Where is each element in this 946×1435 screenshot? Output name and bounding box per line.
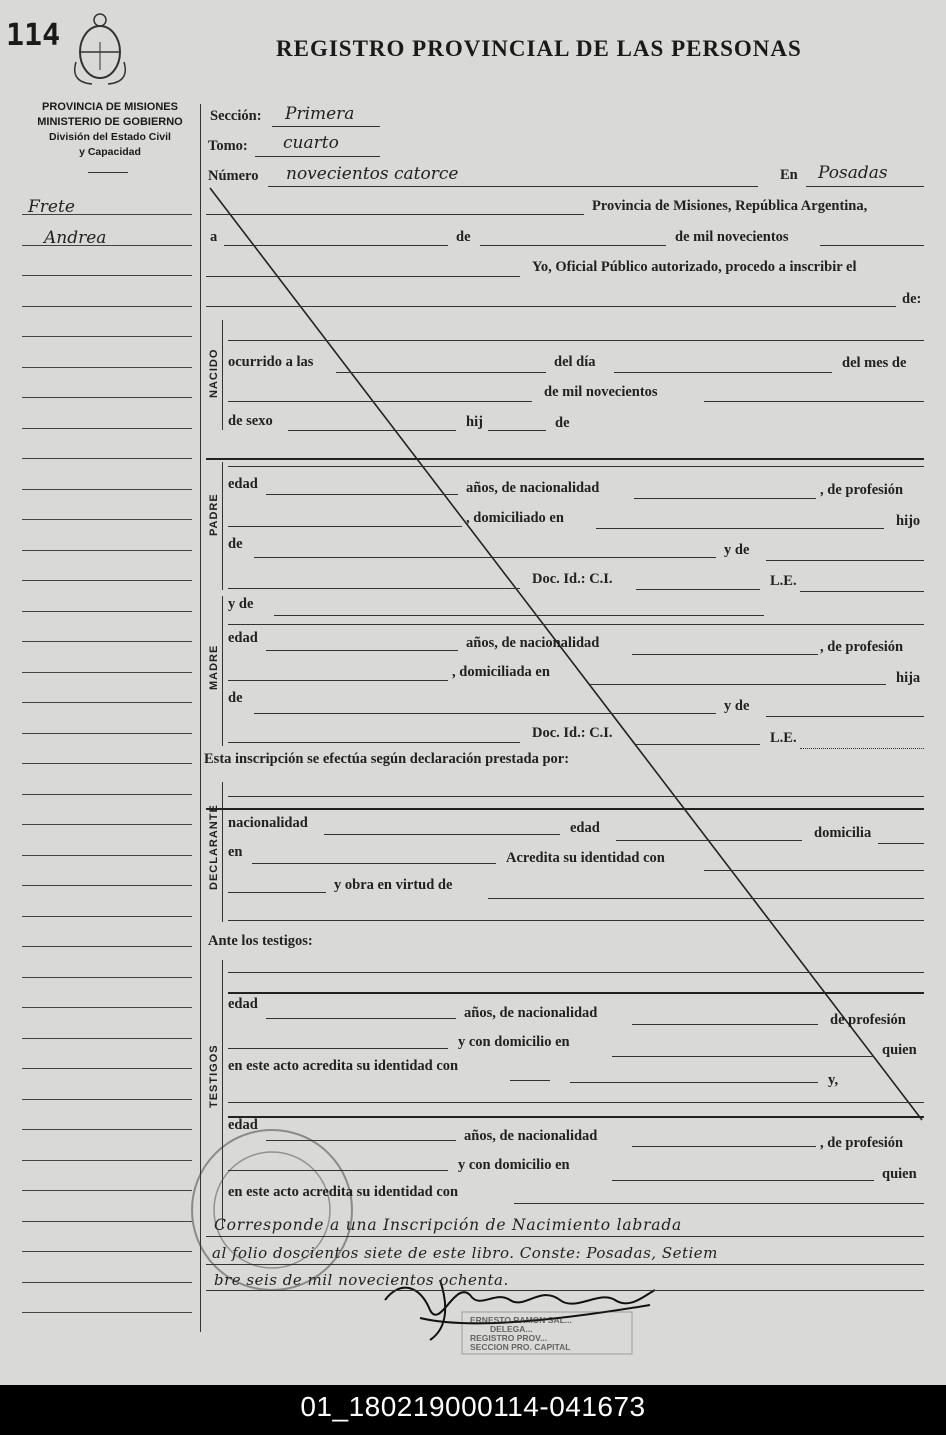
- margin-rule-line: [22, 855, 192, 856]
- margin-rule-line: [22, 1221, 192, 1222]
- header-line-2: MINISTERIO DE GOBIERNO: [37, 116, 183, 128]
- margin-rule-line: [22, 794, 192, 795]
- padre-edad-label: edad: [228, 476, 258, 492]
- margin-rule-line: [22, 1129, 192, 1130]
- seccion-value: Primera: [285, 104, 355, 124]
- margin-rule-line: [22, 1007, 192, 1008]
- numero-label: Número: [208, 168, 259, 184]
- note-line-1: Corresponde a una Inscripción de Nacimiento labrada: [214, 1216, 683, 1234]
- madre-edad-label: edad: [228, 630, 258, 646]
- margin-rule-line: [22, 977, 192, 978]
- stamp-text: [470, 1316, 572, 1352]
- testigo2-edad-label: edad: [228, 1117, 258, 1133]
- testigo1-quien-label: quien: [882, 1042, 917, 1058]
- margin-rule-line: [22, 733, 192, 734]
- madre-y-de-label: y de: [228, 596, 254, 612]
- section-padre: PADRE: [208, 493, 220, 536]
- margin-rule-line: [22, 1038, 192, 1039]
- testigo2-quien-label: quien: [882, 1166, 917, 1182]
- testigo1-domicilio-label: y con domicilio en: [458, 1034, 570, 1050]
- margin-rule-line: [22, 763, 192, 764]
- header-line-4: y Capacidad: [79, 146, 141, 158]
- margin-rule-line: [22, 245, 192, 246]
- stamp-line-2: DELEGA...: [490, 1324, 533, 1334]
- de-colon-label: de:: [902, 291, 922, 307]
- section-testigos: TESTIGOS: [208, 1044, 220, 1108]
- testigo1-y-label: y,: [828, 1072, 839, 1088]
- yo-oficial-text: Yo, Oficial Público autorizado, procedo a inscribir el: [532, 259, 857, 275]
- note-line-2: al folio doscientos siete de este libro. Conste: Posadas, Setiem: [212, 1244, 718, 1262]
- margin-rule-line: [22, 458, 192, 459]
- margin-given-name: Andrea: [44, 228, 107, 248]
- madre-nacionalidad-label: años, de nacionalidad: [466, 635, 600, 651]
- hij-label: hij: [466, 414, 483, 430]
- margin-surname: Frete: [28, 197, 75, 217]
- testigo2-domicilio-label: y con domicilio en: [458, 1157, 570, 1173]
- madre-domicilio-label: , domiciliada en: [452, 664, 550, 680]
- margin-rule-line: [22, 336, 192, 337]
- record-number: 114: [6, 18, 61, 53]
- margin-rule-line: [22, 214, 192, 215]
- testigo1-edad-label: edad: [228, 996, 258, 1012]
- margin-rule-line: [22, 702, 192, 703]
- declarante-en-label: en: [228, 844, 243, 860]
- margin-rule-line: [22, 367, 192, 368]
- madre-de-label: de: [228, 690, 243, 706]
- header-line-1: PROVINCIA DE MISIONES: [42, 101, 178, 113]
- header-line-3: División del Estado Civil: [49, 131, 171, 143]
- margin-rule-line: [22, 946, 192, 947]
- declarante-domicilia-label: domicilia: [814, 825, 872, 841]
- padre-y-de-label: y de: [724, 542, 750, 558]
- margin-rule-line: [22, 550, 192, 551]
- declarante-obra-label: y obra en virtud de: [334, 877, 453, 893]
- declarante-acredita-label: Acredita su identidad con: [506, 850, 665, 866]
- madre-y-de-label-2: y de: [724, 698, 750, 714]
- declarante-nacionalidad-label: nacionalidad: [228, 815, 308, 831]
- madre-hija-label: hija: [896, 670, 921, 686]
- stamp-line-3: REGISTRO PROV...: [470, 1333, 548, 1343]
- margin-rule-line: [22, 489, 192, 490]
- padre-hijo-label: hijo: [896, 513, 921, 529]
- margin-rule-line: [22, 824, 192, 825]
- padre-de-label: de: [228, 536, 243, 552]
- testigo2-nacionalidad-label: años, de nacionalidad: [464, 1128, 598, 1144]
- seccion-label: Sección:: [210, 108, 262, 124]
- madre-doc-label: Doc. Id.: C.I.: [532, 725, 613, 741]
- inscripcion-text: Esta inscripción se efectúa según declaración prestada por:: [204, 751, 570, 767]
- padre-doc-label: Doc. Id.: C.I.: [532, 571, 613, 587]
- madre-profesion-label: , de profesión: [820, 639, 904, 655]
- section-nacido: NACIDO: [208, 348, 220, 398]
- registry-stamp: [192, 1130, 352, 1290]
- margin-rule-line: [22, 1160, 192, 1161]
- testigo1-profesion-label: de profesión: [830, 1012, 906, 1028]
- tomo-value: cuarto: [283, 133, 339, 153]
- section-madre: MADRE: [208, 644, 220, 690]
- padre-profesion-label: , de profesión: [820, 482, 904, 498]
- margin-rule-line: [22, 306, 192, 307]
- margin-rule-line: [22, 672, 192, 673]
- margin-rule-line: [22, 1312, 192, 1313]
- tomo-label: Tomo:: [208, 138, 248, 154]
- margin-rule-line: [22, 885, 192, 886]
- a-label: a: [210, 229, 218, 245]
- margin-rule-line: [22, 641, 192, 642]
- margin-rule-line: [22, 1282, 192, 1283]
- section-declarante: DECLARANTE: [208, 804, 220, 890]
- ocurrido-label: ocurrido a las: [228, 354, 314, 370]
- en-value: Posadas: [818, 163, 888, 183]
- ante-testigos-text: Ante los testigos:: [208, 933, 313, 949]
- margin-rule-line: [22, 580, 192, 581]
- de-mil-label: de mil novecientos: [675, 229, 789, 245]
- declarante-edad-label: edad: [570, 820, 600, 836]
- coat-of-arms-icon: [75, 14, 126, 84]
- margin-rule-line: [22, 1099, 192, 1100]
- margin-rule-line: [22, 519, 192, 520]
- margin-rule-line: [22, 1190, 192, 1191]
- padre-le-label: L.E.: [770, 573, 797, 589]
- stamp-line-4: SECCION PRO. CAPITAL: [470, 1342, 571, 1352]
- note-line-3: bre seis de mil novecientos ochenta.: [214, 1271, 509, 1289]
- provincia-text: Provincia de Misiones, República Argentina,: [592, 198, 868, 214]
- del-mes-label: del mes de: [842, 355, 907, 371]
- page-title: REGISTRO PROVINCIAL DE LAS PERSONAS: [276, 36, 802, 61]
- footer-id: 01_180219000114-041673: [0, 1385, 946, 1435]
- de-sexo-label: de sexo: [228, 413, 273, 429]
- margin-rule-line: [22, 275, 192, 276]
- en-label: En: [780, 167, 798, 183]
- margin-rule-line: [22, 428, 192, 429]
- numero-value: novecientos catorce: [286, 164, 459, 184]
- margin-rule-line: [22, 1068, 192, 1069]
- madre-le-label: L.E.: [770, 730, 797, 746]
- padre-nacionalidad-label: años, de nacionalidad: [466, 480, 600, 496]
- testigo2-profesion-label: , de profesión: [820, 1135, 904, 1151]
- margin-rule-line: [22, 1251, 192, 1252]
- margin-rule-line: [22, 916, 192, 917]
- del-dia-label: del día: [554, 354, 596, 370]
- de-label: de: [456, 229, 471, 245]
- padre-domicilio-label: , domiciliado en: [466, 510, 564, 526]
- testigo1-acredita-label: en este acto acredita su identidad con: [228, 1058, 459, 1074]
- testigo1-nacionalidad-label: años, de nacionalidad: [464, 1005, 598, 1021]
- de-mil-nov-label: de mil novecientos: [544, 384, 658, 400]
- testigo2-acredita-label: en este acto acredita su identidad con: [228, 1184, 459, 1200]
- stamp-line-1: ERNESTO RAMON SAL...: [470, 1315, 572, 1325]
- de-label-2: de: [555, 415, 570, 431]
- header-left: [22, 100, 198, 160]
- margin-rule-line: [22, 397, 192, 398]
- margin-rule-line: [22, 611, 192, 612]
